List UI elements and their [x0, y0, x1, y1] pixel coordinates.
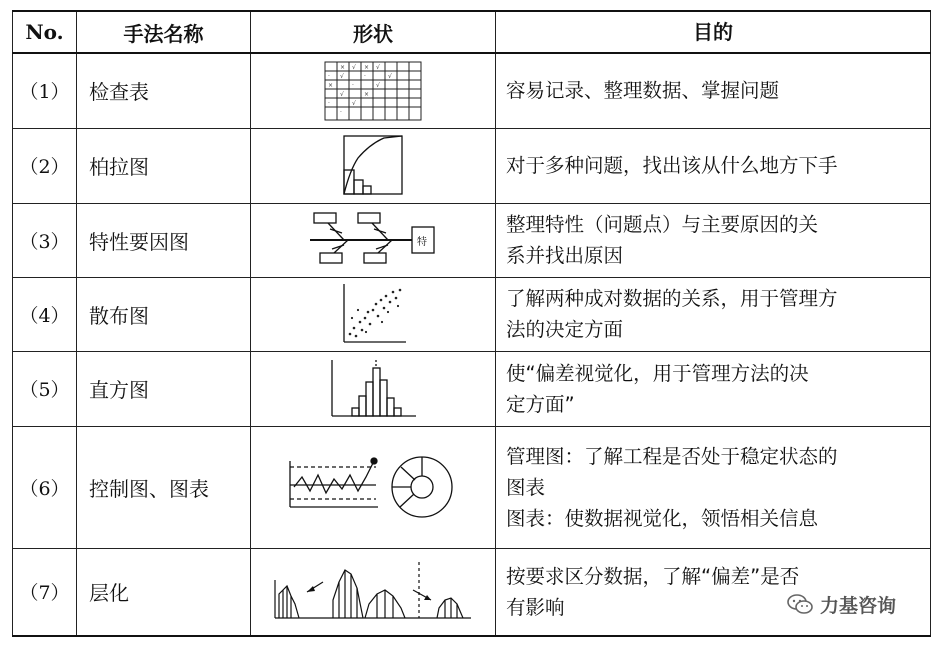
shape-cell: [251, 351, 496, 426]
svg-text:√: √: [340, 72, 344, 80]
table-row: [13, 351, 931, 426]
pareto-chart-icon: [340, 134, 406, 198]
fishbone-diagram-icon: [308, 209, 438, 271]
method-name: 特性要因图: [77, 203, 251, 277]
purpose-cell: [496, 277, 931, 351]
row-number: （3）: [13, 203, 77, 277]
shape-cell: [251, 277, 496, 351]
svg-text:×: ×: [364, 90, 370, 98]
svg-text:√: √: [376, 81, 380, 89]
table-row: [13, 53, 931, 128]
method-name: 直方图: [77, 351, 251, 426]
purpose-line: 法的决定方面: [506, 318, 624, 341]
purpose-line: 按要求区分数据，了解“偏差”是否: [506, 564, 800, 588]
header-purpose: 目的: [496, 11, 931, 53]
svg-text:√: √: [340, 90, 344, 98]
purpose-cell: [496, 351, 931, 426]
scatter-plot-icon: [338, 282, 408, 346]
method-name: 控制图、图表: [77, 426, 251, 548]
header-shape: 形状: [251, 11, 496, 53]
purpose-line: 整理特性（问题点）与主要原因的关: [506, 213, 819, 236]
svg-text:·: ·: [328, 99, 330, 107]
svg-text:×: ×: [364, 63, 370, 71]
shape-cell: [251, 128, 496, 203]
table-row: [13, 128, 931, 203]
svg-text:·: ·: [328, 72, 330, 80]
table-row: [13, 277, 931, 351]
method-name: 检查表: [77, 53, 251, 128]
svg-text:×: ×: [328, 81, 334, 89]
shape-cell: [251, 426, 496, 548]
shape-cell: [251, 548, 496, 636]
purpose-cell: [496, 128, 931, 203]
svg-text:·: ·: [364, 72, 366, 80]
purpose-cell: [496, 203, 931, 277]
shape-cell: [251, 53, 496, 128]
shape-cell: [251, 203, 496, 277]
watermark: [786, 588, 926, 620]
svg-text:√: √: [388, 72, 392, 80]
svg-text:·: ·: [340, 108, 342, 116]
purpose-cell: [496, 426, 931, 548]
row-number: （2）: [13, 128, 77, 203]
check-sheet-icon: [323, 60, 423, 122]
purpose-line: 了解两种成对数据的关系，用于管理方: [506, 287, 838, 310]
purpose-line: 容易记录、整理数据、掌握问题: [506, 79, 780, 103]
purpose-line: 对于多种问题，找出该从什么地方下手: [506, 154, 838, 177]
purpose-cell: [496, 53, 931, 128]
purpose-line: 有影响: [506, 595, 565, 619]
svg-text:·: ·: [352, 81, 354, 89]
svg-text:√: √: [352, 63, 356, 71]
purpose-line: 图表: [506, 475, 546, 499]
purpose-line: 定方面”: [506, 392, 575, 416]
purpose-line: 系并找出原因: [506, 244, 624, 267]
row-number: （7）: [13, 548, 77, 636]
svg-text:√: √: [352, 99, 356, 107]
purpose-line: 使“偏差视觉化，用于管理方法的决: [506, 361, 809, 385]
svg-text:×: ×: [340, 63, 346, 71]
table-header-row: [13, 11, 931, 53]
header-no: No.: [13, 11, 77, 53]
table-row: [13, 426, 931, 548]
watermark-text: 力基咨询: [820, 594, 897, 617]
control-chart-icon: [288, 447, 458, 527]
row-number: （4）: [13, 277, 77, 351]
fishbone-effect-label: 特: [417, 237, 427, 248]
purpose-line: 管理图：了解工程是否处于稳定状态的: [506, 444, 838, 468]
method-name: 层化: [77, 548, 251, 636]
purpose-line: 图表：使数据视觉化，领悟相关信息: [506, 506, 819, 530]
row-number: （5）: [13, 351, 77, 426]
wechat-icon: [786, 592, 814, 616]
row-number: （1）: [13, 53, 77, 128]
stratification-icon: [273, 560, 473, 624]
method-name: 柏拉图: [77, 128, 251, 203]
qc-tools-table: [12, 10, 931, 637]
method-name: 散布图: [77, 277, 251, 351]
svg-text:√: √: [376, 63, 380, 71]
row-number: （6）: [13, 426, 77, 548]
table-row: [13, 203, 931, 277]
histogram-icon: [328, 358, 418, 420]
header-name: 手法名称: [77, 11, 251, 53]
